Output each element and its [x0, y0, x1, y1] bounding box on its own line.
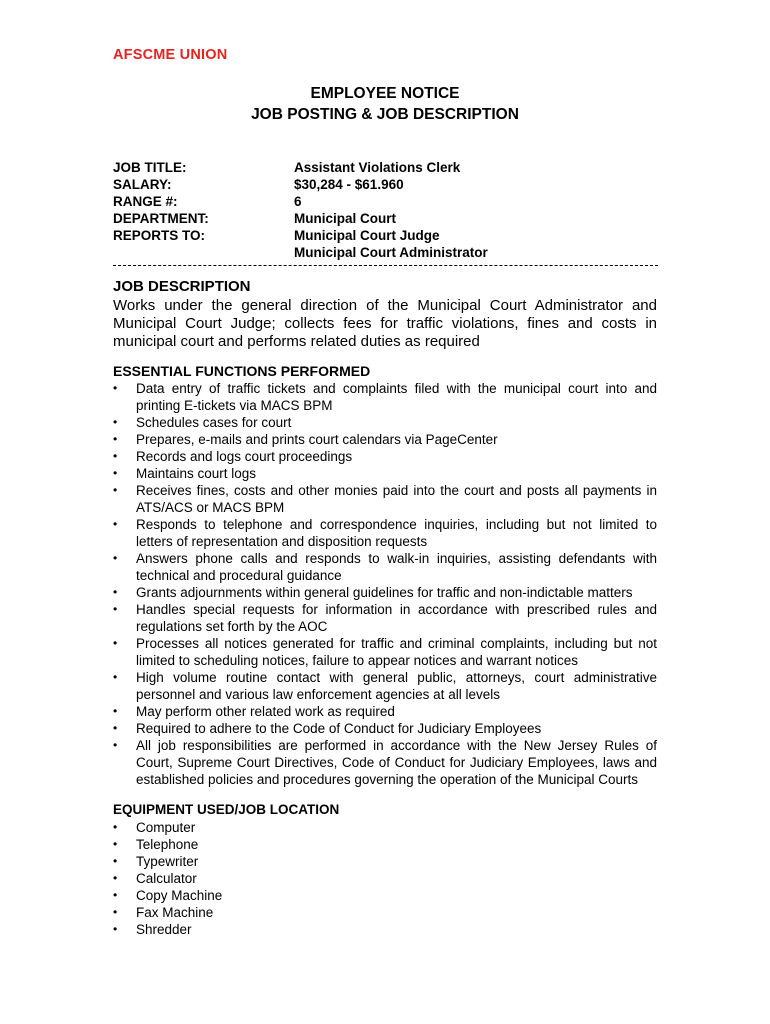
bullet-icon: •: [113, 415, 118, 429]
bullet-icon: •: [113, 551, 118, 565]
field-label: REPORTS TO:: [113, 228, 206, 243]
field-value: Municipal Court Administrator: [294, 245, 488, 260]
list-item: [113, 482, 657, 516]
field-value: Municipal Court Judge: [294, 228, 440, 243]
list-item: [113, 921, 657, 938]
bullet-icon: •: [113, 381, 118, 395]
field-label: JOB TITLE:: [113, 160, 187, 175]
list-item-text: Handles special requests for information in accordance with prescribed rules and regulations set forth by the AOC: [136, 602, 657, 634]
list-item: [113, 904, 657, 921]
field-value: Assistant Violations Clerk: [294, 160, 461, 175]
job-description-text: Works under the general direction of the Municipal Court Administrator and Municipal Court Judge; collects fees for traffic violations, fines and costs in municipal court and performs related duties as required: [113, 297, 657, 350]
bullet-icon: •: [113, 517, 118, 531]
list-item: [113, 380, 657, 414]
bullet-icon: •: [113, 449, 118, 463]
field-label: DEPARTMENT:: [113, 211, 209, 226]
field-value: $30,284 - $61.960: [294, 177, 404, 192]
list-item-text: All job responsibilities are performed in accordance with the New Jersey Rules of Court, Supreme Court Directives, Code of Conduct for Judiciary Employees, laws and established policies and procedures governing the operation of the Municipal Courts: [136, 738, 657, 787]
list-item: [113, 669, 657, 703]
bullet-icon: •: [113, 432, 118, 446]
list-item: [113, 836, 657, 853]
equipment-heading: EQUIPMENT USED/JOB LOCATION: [113, 802, 340, 817]
list-item-text: Records and logs court proceedings: [136, 449, 353, 464]
bullet-icon: •: [113, 888, 118, 902]
essential-functions-list: [113, 380, 657, 788]
bullet-icon: •: [113, 854, 118, 868]
bullet-icon: •: [113, 820, 118, 834]
list-item-text: Maintains court logs: [136, 466, 257, 481]
bullet-icon: •: [113, 466, 118, 480]
bullet-icon: •: [113, 738, 118, 752]
bullet-icon: •: [113, 585, 118, 599]
field-label: SALARY:: [113, 177, 172, 192]
notice-titles: [0, 83, 770, 125]
bullet-icon: •: [113, 602, 118, 616]
list-item: [113, 584, 657, 601]
list-item-text: Data entry of traffic tickets and complaints filed with the municipal court into and printing E-tickets via MACS BPM: [136, 381, 657, 413]
list-item-text: Processes all notices generated for traffic and criminal complaints, including but not limited to scheduling notices, failure to appear notices and warrant notices: [136, 636, 657, 668]
job-description-heading: JOB DESCRIPTION: [113, 278, 251, 295]
list-item: [113, 887, 657, 904]
list-item: [113, 720, 657, 737]
list-item-text: Copy Machine: [136, 888, 223, 903]
bullet-icon: •: [113, 483, 118, 497]
field-value: 6: [294, 194, 302, 209]
list-item: [113, 465, 657, 482]
list-item-text: Computer: [136, 820, 196, 835]
field-value: Municipal Court: [294, 211, 396, 226]
list-item: [113, 853, 657, 870]
list-item: [113, 431, 657, 448]
list-item: [113, 703, 657, 720]
list-item-text: High volume routine contact with general public, attorneys, court administrative personnel and various law enforcement agencies at all levels: [136, 670, 657, 702]
list-item-text: Required to adhere to the Code of Conduct for Judiciary Employees: [136, 721, 542, 736]
list-item-text: Responds to telephone and correspondence inquiries, including but not limited to letters of representation and disposition requests: [136, 517, 657, 549]
list-item: [113, 870, 657, 887]
bullet-icon: •: [113, 837, 118, 851]
notice-subtitle: JOB POSTING & JOB DESCRIPTION: [251, 106, 519, 123]
list-item-text: Shredder: [136, 922, 192, 937]
list-item: [113, 737, 657, 788]
bullet-icon: •: [113, 636, 118, 650]
list-item-text: Telephone: [136, 837, 199, 852]
dashed-divider: [113, 265, 658, 266]
notice-title: EMPLOYEE NOTICE: [310, 85, 460, 102]
list-item-text: Answers phone calls and responds to walk-in inquiries, assisting defendants with technical and procedural guidance: [136, 551, 657, 583]
list-item-text: Calculator: [136, 871, 197, 886]
bullet-icon: •: [113, 721, 118, 735]
bullet-icon: •: [113, 905, 118, 919]
list-item: [113, 601, 657, 635]
list-item-text: Typewriter: [136, 854, 199, 869]
list-item: [113, 635, 657, 669]
main-content: [113, 277, 657, 938]
bullet-icon: •: [113, 670, 118, 684]
list-item-text: Grants adjournments within general guidelines for traffic and non-indictable matters: [136, 585, 633, 600]
list-item: [113, 550, 657, 584]
list-item-text: Fax Machine: [136, 905, 214, 920]
list-item-text: May perform other related work as required: [136, 704, 395, 719]
essential-functions-heading: ESSENTIAL FUNCTIONS PERFORMED: [113, 363, 371, 379]
list-item-text: Receives fines, costs and other monies paid into the court and posts all payments in ATS/ACS or MACS BPM: [136, 483, 657, 515]
union-name: AFSCME UNION: [113, 47, 228, 63]
bullet-icon: •: [113, 704, 118, 718]
list-item-text: Prepares, e-mails and prints court calendars via PageCenter: [136, 432, 498, 447]
bullet-icon: •: [113, 922, 118, 936]
field-label: RANGE #:: [113, 194, 178, 209]
list-item: [113, 819, 657, 836]
equipment-list: [113, 819, 657, 938]
list-item: [113, 414, 657, 431]
list-item-text: Schedules cases for court: [136, 415, 292, 430]
list-item: [113, 448, 657, 465]
bullet-icon: •: [113, 871, 118, 885]
list-item: [113, 516, 657, 550]
